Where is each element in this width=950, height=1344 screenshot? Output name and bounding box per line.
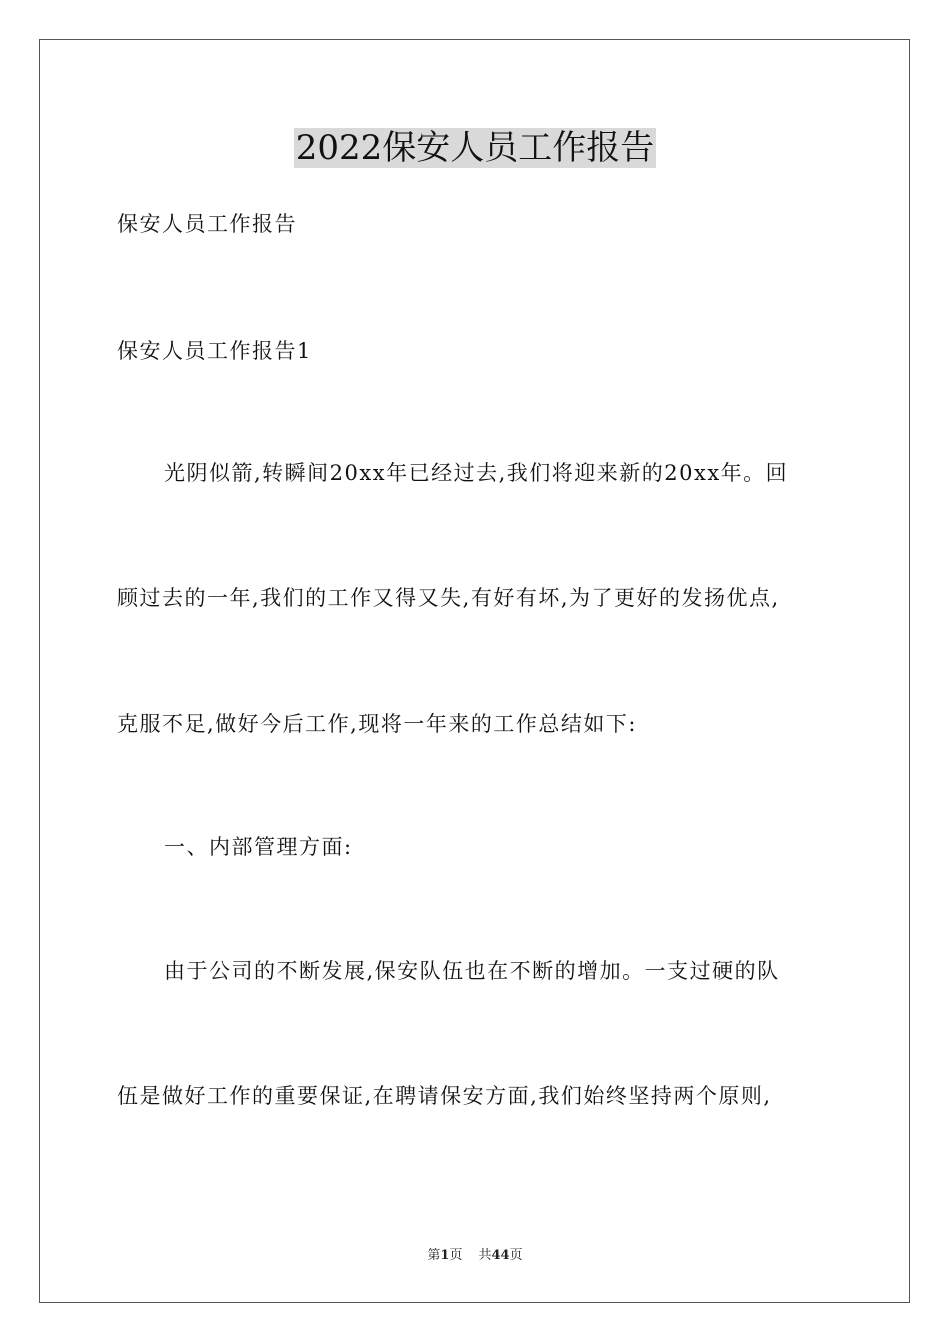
footer-total-pages: 44: [491, 1248, 510, 1263]
doc-heading-line: 保安人员工作报告: [117, 212, 297, 236]
footer-page-suffix: 页: [449, 1248, 463, 1263]
paragraph-line: 伍是做好工作的重要保证,在聘请保安方面,我们始终坚持两个原则,: [117, 1084, 772, 1108]
doc-section-heading: 保安人员工作报告1: [117, 339, 312, 363]
paragraph-line: 克服不足,做好今后工作,现将一年来的工作总结如下:: [117, 712, 637, 736]
footer-total-prefix: 共: [478, 1248, 492, 1263]
document-title: [0, 124, 950, 172]
footer-total-suffix: 页: [509, 1248, 523, 1263]
subsection-heading: 一、内部管理方面:: [164, 835, 353, 859]
page-footer: [0, 1247, 950, 1265]
paragraph-line: 光阴似箭,转瞬间20xx年已经过去,我们将迎来新的20xx年。回: [164, 461, 789, 485]
document-title-text: 2022保安人员工作报告: [295, 128, 655, 168]
footer-page-number: 1: [440, 1248, 450, 1263]
paragraph-line: 顾过去的一年,我们的工作又得又失,有好有坏,为了更好的发扬优点,: [117, 586, 780, 610]
footer-page-prefix: 第: [427, 1248, 441, 1263]
paragraph-line: 由于公司的不断发展,保安队伍也在不断的增加。一支过硬的队: [164, 959, 780, 983]
